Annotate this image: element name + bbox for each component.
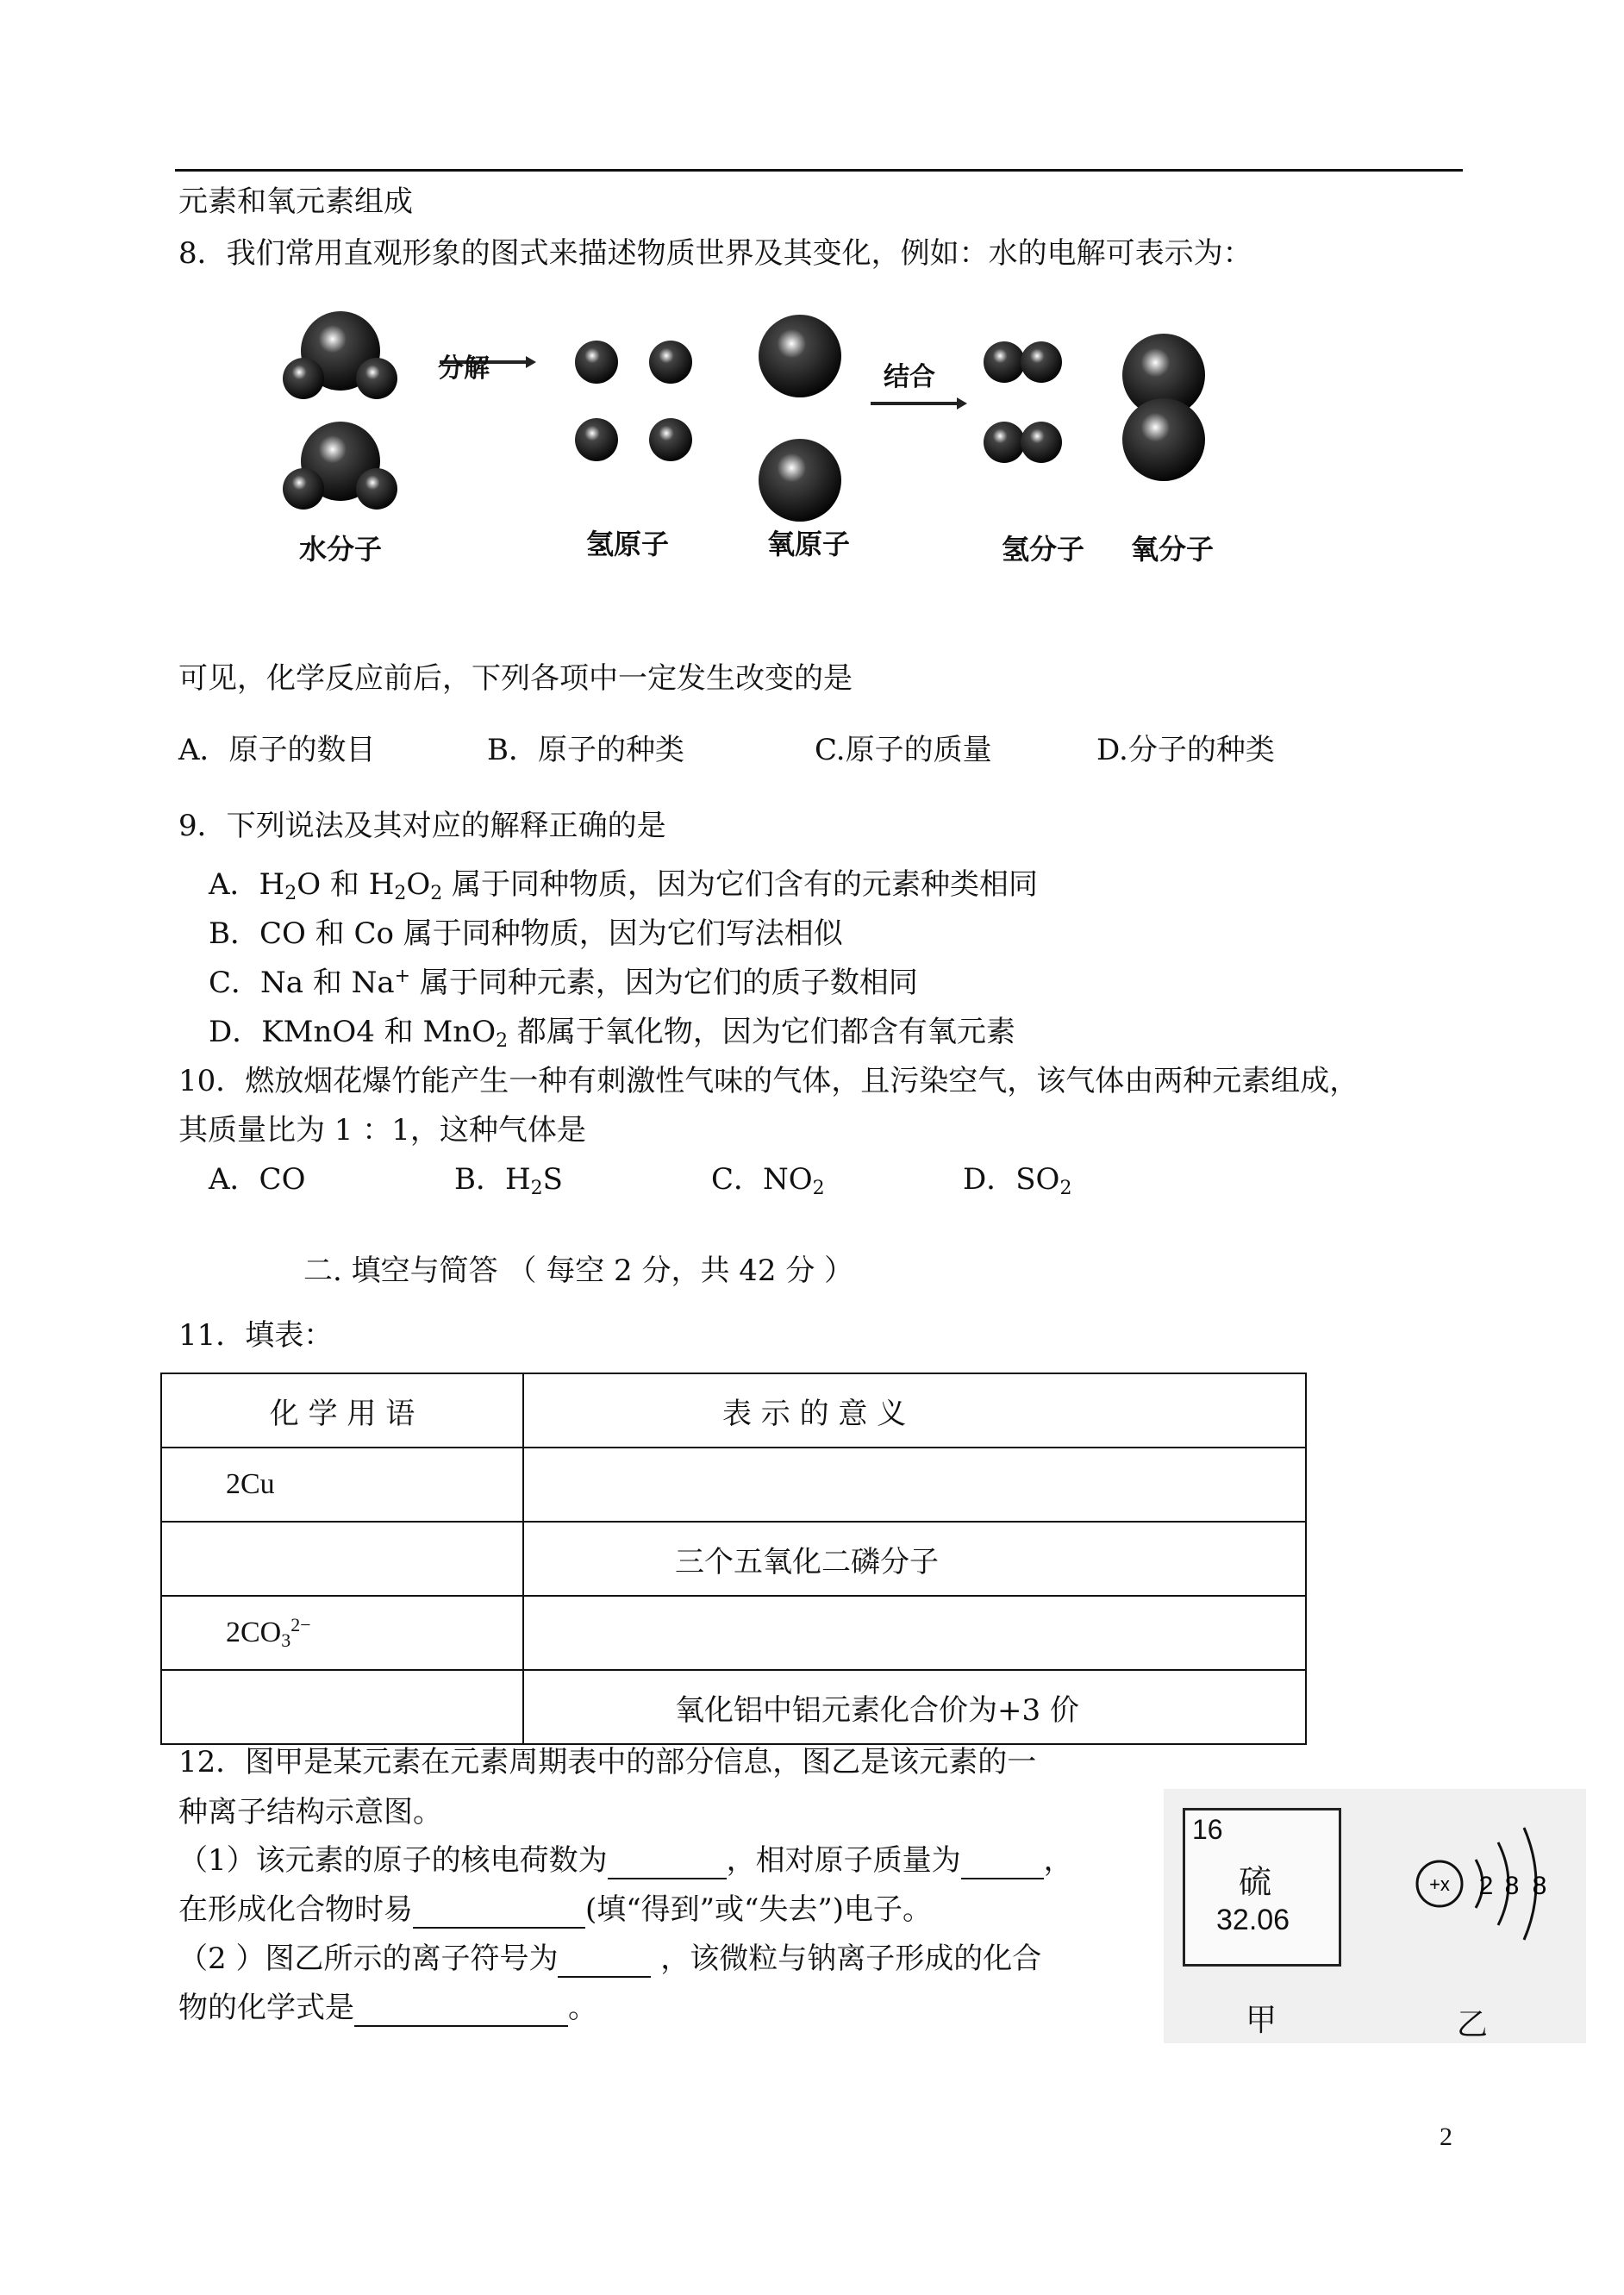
q12-line6: 物的化学式是 。: [178, 1991, 597, 2025]
element-name: 硫: [1239, 1863, 1272, 1901]
label-hydrogen-atom: 氢原子: [586, 528, 670, 560]
q8-option-c: C.原子的质量: [815, 733, 992, 767]
page-number: 2: [1440, 2123, 1452, 2151]
q8-option-a: A．原子的数目: [178, 733, 376, 767]
table-row: [161, 1373, 1306, 1448]
label-yi: 乙: [1457, 2007, 1489, 2042]
table-row: [161, 1522, 1306, 1596]
q9-option-c: C．Na 和 Na+ 属于同种元素，因为它们的质子数相同: [209, 966, 918, 1000]
blank-ion-symbol[interactable]: [558, 1945, 651, 1978]
label-water-molecule: 水分子: [299, 533, 383, 566]
blank-gain-lose[interactable]: [413, 1896, 585, 1929]
q8-option-d: D.分子的种类: [1096, 733, 1275, 767]
table-cell-meaning-2: 三个五氧化二磷分子: [523, 1522, 1306, 1596]
q8-question: 可见，化学反应前后，下列各项中一定发生改变的是: [178, 661, 853, 696]
table-cell-meaning-1[interactable]: [523, 1448, 1306, 1522]
shell-2: 8: [1504, 1872, 1520, 1900]
q10-option-d: D．$SO_2$: [963, 1162, 1072, 1199]
blank-formula[interactable]: [354, 1994, 568, 2027]
nucleus-label: +x: [1429, 1873, 1450, 1895]
section-two-heading: 二. 填空与简答 （ 每空 2 分，共 42 分 ）: [303, 1254, 854, 1288]
table-cell-meaning-3[interactable]: [523, 1596, 1306, 1670]
header-rule: [175, 169, 1463, 172]
q10-stem-line2: 其质量比为 1 ：1，这种气体是: [178, 1113, 586, 1148]
q12-line1: 12．图甲是某元素在元素周期表中的部分信息，图乙是该元素的一: [178, 1745, 1037, 1779]
ion-structure-diagram: [1388, 1789, 1586, 1996]
q12-line2: 种离子结构示意图。: [178, 1795, 442, 1829]
label-oxygen-atom: 氧原子: [767, 528, 851, 560]
table-header-meaning: 表 示 的 意 义: [523, 1373, 1306, 1448]
oxygen-molecule: [1122, 334, 1205, 481]
water-molecule-top: [283, 311, 397, 399]
q12-line5: （2 ）图乙所示的离子符号为 ，该微粒与钠离子形成的化合: [178, 1942, 1042, 1976]
q12-line4: 在形成化合物时易 (填“得到”或“失去”)电子。: [178, 1892, 933, 1927]
table-row: [161, 1670, 1306, 1744]
label-hydrogen-molecule: 氢分子: [1002, 533, 1085, 566]
table-cell-term-4[interactable]: [161, 1670, 523, 1744]
periodic-table-cell: [1183, 1808, 1341, 1967]
label-jia: 甲: [1246, 2003, 1277, 2038]
q9-option-b: B．CO 和 Co 属于同种物质，因为它们写法相似: [209, 916, 843, 951]
q9-option-d: D．KMnO4 和 MnO$_2$ 都属于氧化物，因为它们都含有氧元素: [209, 1015, 1015, 1052]
hydrogen-atoms: [575, 341, 692, 461]
q10-option-c: C．$NO_2$: [711, 1162, 825, 1199]
table-cell-term-2[interactable]: [161, 1522, 523, 1596]
q11-table: [160, 1373, 1307, 1745]
q9-stem: 9．下列说法及其对应的解释正确的是: [178, 809, 666, 843]
table-header-term: 化 学 用 语: [161, 1373, 523, 1448]
label-oxygen-molecule: 氧分子: [1131, 533, 1215, 566]
q8-stem: 8．我们常用直观形象的图式来描述物质世界及其变化，例如：水的电解可表示为：: [178, 236, 1252, 271]
table-cell-term-3: $2CO_3^{2-}$: [161, 1596, 523, 1670]
shell-1: 2: [1478, 1872, 1494, 1900]
table-cell-term-1: 2Cu: [161, 1448, 523, 1522]
continued-text: 元素和氧元素组成: [178, 184, 413, 219]
blank-nuclear-charge[interactable]: [608, 1847, 727, 1879]
table-row: [161, 1596, 1306, 1670]
q12-figure: [1164, 1789, 1586, 2043]
oxygen-atoms: [759, 315, 841, 522]
atomic-mass: 32.06: [1216, 1904, 1290, 1936]
q10-option-a: A．CO: [209, 1162, 306, 1197]
arrow-label-combine: 结合: [884, 362, 935, 392]
q11-stem: 11．填表：: [178, 1318, 334, 1353]
atomic-number: 16: [1192, 1814, 1223, 1845]
table-row: [161, 1448, 1306, 1522]
q10-stem-line1: 10．燃放烟花爆竹能产生一种有刺激性气味的气体，且污染空气，该气体由两种元素组成，: [178, 1064, 1359, 1098]
table-cell-meaning-4: 氧化铝中铝元素化合价为+3 价: [523, 1670, 1306, 1744]
hydrogen-molecules: [984, 341, 1062, 463]
q9-option-a: A．$H_2O$ 和 $H_2O_2$ 属于同种物质，因为它们含有的元素种类相同: [209, 867, 1039, 904]
water-molecule-bottom: [283, 422, 397, 510]
q8-option-b: B．原子的种类: [487, 733, 684, 767]
q12-line3: （1）该元素的原子的核电荷数为 ，相对原子质量为 ，: [178, 1843, 1073, 1878]
shell-3: 8: [1532, 1872, 1547, 1900]
arrow-label-decompose: 分解: [438, 353, 490, 384]
blank-atomic-mass[interactable]: [961, 1847, 1044, 1879]
q10-option-b: B．$H_2S$: [454, 1162, 563, 1199]
